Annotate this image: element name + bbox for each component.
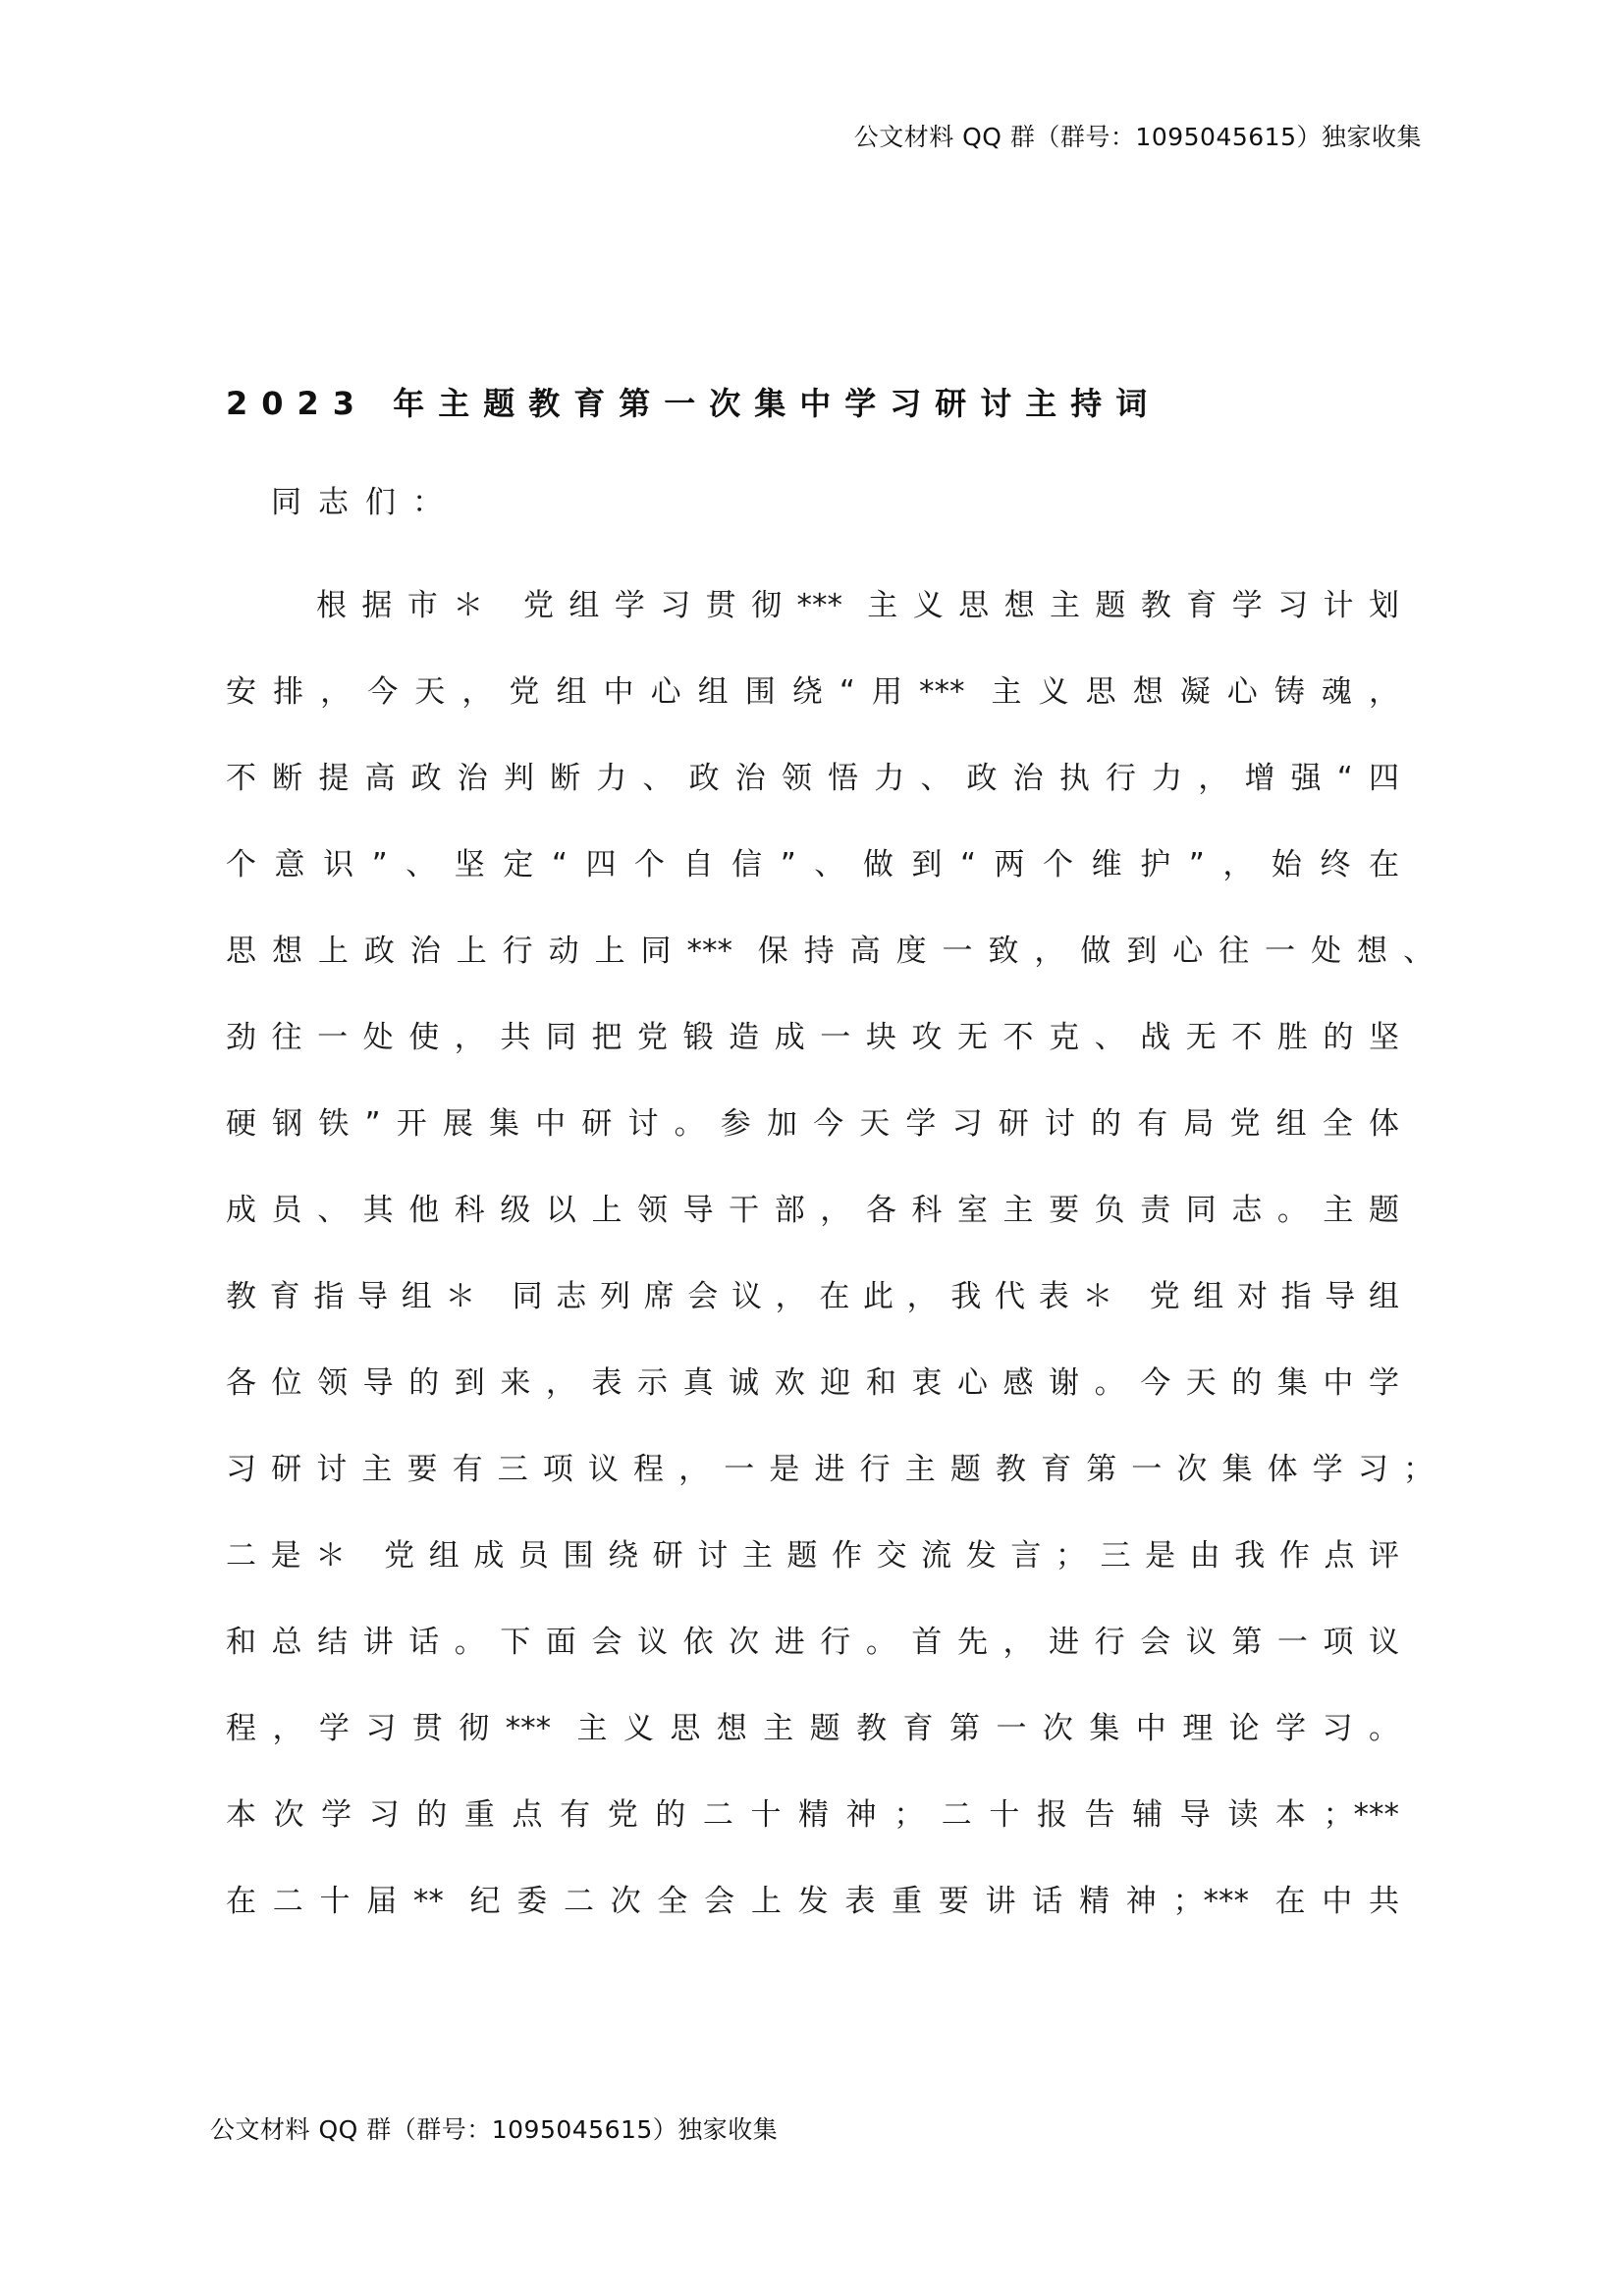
body-line: 在二十届** 纪委二次全会上发表重要讲话精神；*** 在中共 [226,1884,1399,1919]
document-title: 2023 年主题教育第一次集中学习研讨主持词 [226,385,1162,422]
body-line: 教育指导组＊ 同志列席会议，在此，我代表＊ 党组对指导组 [226,1279,1399,1314]
body-line: 习研讨主要有三项议程，一是进行主题教育第一次集体学习； [226,1452,1434,1487]
salutation: 同志们： [271,485,460,520]
body-line: 本次学习的重点有党的二十精神；二十报告辅导读本；*** [226,1797,1399,1833]
body-line: 不断提高政治判断力、政治领悟力、政治执行力，增强“四 [226,761,1399,796]
body-line: 二是＊ 党组成员围绕研讨主题作交流发言；三是由我作点评 [226,1538,1399,1574]
footer-watermark: 公文材料 QQ 群（群号：1095045615）独家收集 [210,2115,779,2144]
body-line: 思想上政治上行动上同*** 保持高度一致，做到心往一处想、 [226,934,1434,969]
body-line: 成员、其他科级以上领导干部，各科室主要负责同志。主题 [226,1193,1399,1228]
body-line: 根据市＊ 党组学习贯彻*** 主义思想主题教育学习计划 [316,588,1399,623]
body-line: 安排，今天，党组中心组围绕“用*** 主义思想凝心铸魂， [226,674,1399,710]
body-line: 程，学习贯彻*** 主义思想主题教育第一次集中理论学习。 [226,1711,1399,1746]
body-line: 劲往一处使，共同把党锻造成一块攻无不克、战无不胜的坚 [226,1020,1399,1055]
header-watermark: 公文材料 QQ 群（群号：1095045615）独家收集 [853,123,1422,151]
body-line: 硬钢铁”开展集中研讨。参加今天学习研讨的有局党组全体 [226,1106,1399,1142]
body-line: 个意识”、坚定“四个自信”、做到“两个维护”，始终在 [226,847,1399,882]
body-line: 各位领导的到来，表示真诚欢迎和衷心感谢。今天的集中学 [226,1365,1399,1401]
body-line: 和总结讲话。下面会议依次进行。首先，进行会议第一项议 [226,1625,1399,1660]
